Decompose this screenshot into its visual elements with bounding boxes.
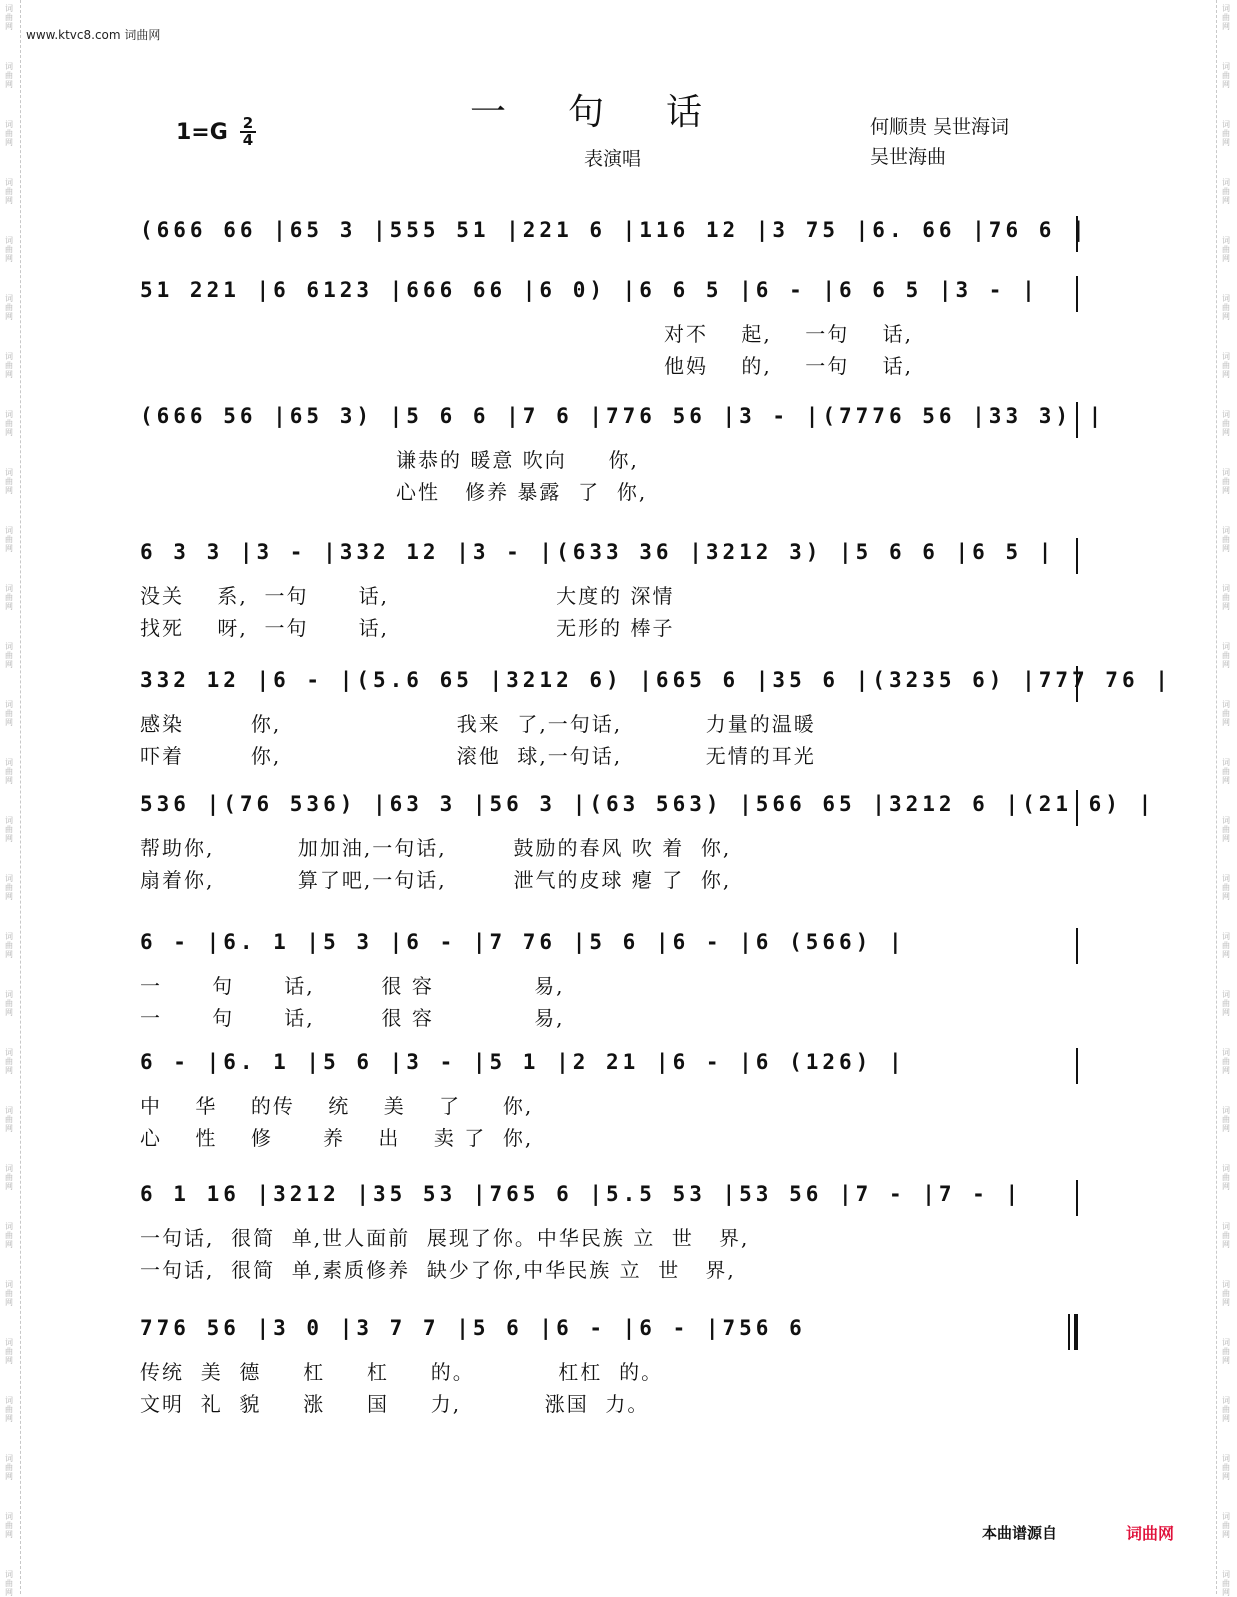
side-watermark: 词 曲 网: [5, 352, 13, 379]
lyric-line-2: 吓着 你, 滚他 球,一句话, 无情的耳光: [140, 744, 816, 768]
side-watermark: 词 曲 网: [5, 1570, 13, 1597]
key-signature: 1=G: [176, 120, 228, 145]
side-watermark: 词 曲 网: [1222, 1454, 1230, 1481]
side-watermark: 词 曲 网: [5, 468, 13, 495]
side-watermark: 词 曲 网: [1222, 468, 1230, 495]
side-watermark: 词 曲 网: [5, 294, 13, 321]
side-watermark: 词 曲 网: [5, 1048, 13, 1075]
lyric-line-2: 一 句 话, 很 容 易,: [140, 1006, 565, 1030]
side-watermark: 词 曲 网: [5, 874, 13, 901]
notation-line: 51 221 |6 6123 |666 66 |6 0) |6 6 5 |6 - |6 6 5 |3 - |: [140, 278, 1039, 302]
side-watermark: 词 曲 网: [5, 700, 13, 727]
side-watermark: 词 曲 网: [1222, 178, 1230, 205]
score-row: [140, 534, 1085, 574]
lyric-line-2: 扇着你, 算了吧,一句话, 泄气的皮球 瘪 了 你,: [140, 868, 732, 892]
time-signature: [240, 116, 256, 148]
notation-line: 6 3 3 |3 - |332 12 |3 - |(633 36 |3212 3) |5 6 6 |6 5 |: [140, 540, 1056, 564]
right-watermark-strip: [1216, 0, 1237, 1597]
score-row: [140, 924, 1085, 964]
lyric-line-1: 一 句 话, 很 容 易,: [140, 974, 565, 998]
row-end-barline: [1076, 666, 1078, 702]
side-watermark: 词 曲 网: [1222, 1338, 1230, 1365]
lyric-line-1: 对不 起, 一句 话,: [664, 322, 914, 346]
time-denominator: 4: [240, 131, 256, 148]
side-watermark: 词 曲 网: [5, 990, 13, 1017]
row-end-barline: [1076, 790, 1078, 826]
side-watermark: 词 曲 网: [1222, 874, 1230, 901]
row-end-barline: [1076, 1180, 1078, 1216]
side-watermark: 词 曲 网: [1222, 1396, 1230, 1423]
score-row: [140, 212, 1089, 252]
side-watermark: 词 曲 网: [5, 1512, 13, 1539]
side-watermark: 词 曲 网: [5, 178, 13, 205]
side-watermark: 词 曲 网: [5, 62, 13, 89]
side-watermark: 词 曲 网: [5, 236, 13, 263]
side-watermark: 词 曲 网: [5, 526, 13, 553]
row-end-barline: [1076, 538, 1078, 574]
row-end-barline: [1076, 928, 1078, 964]
side-watermark: 词 曲 网: [1222, 1222, 1230, 1249]
side-watermark: 词 曲 网: [5, 932, 13, 959]
side-watermark: 词 曲 网: [5, 1222, 13, 1249]
side-watermark: 词 曲 网: [1222, 526, 1230, 553]
side-watermark: 词 曲 网: [1222, 758, 1230, 785]
final-barline: [1068, 1314, 1078, 1350]
side-watermark: 词 曲 网: [1222, 990, 1230, 1017]
side-watermark: 词 曲 网: [5, 816, 13, 843]
score-row: [140, 398, 1106, 438]
side-watermark: 词 曲 网: [1222, 410, 1230, 437]
side-watermark: 词 曲 网: [1222, 352, 1230, 379]
side-watermark: 词 曲 网: [1222, 932, 1230, 959]
lyric-line-1: 帮助你, 加加油,一句话, 鼓励的春风 吹 着 你,: [140, 836, 732, 860]
left-watermark-strip: [0, 0, 21, 1597]
row-end-barline: [1076, 1048, 1078, 1084]
score-row: [140, 1176, 1085, 1216]
side-watermark: 词 曲 网: [5, 758, 13, 785]
notation-line: 6 1 16 |3212 |35 53 |765 6 |5.5 53 |53 56 |7 - |7 - |: [140, 1182, 1023, 1206]
side-watermark: 词 曲 网: [1222, 816, 1230, 843]
lyric-line-1: 没关 系, 一句 话, 大度的 深情: [140, 584, 675, 608]
time-numerator: 2: [242, 114, 254, 132]
notation-line: 776 56 |3 0 |3 7 7 |5 6 |6 - |6 - |756 6: [140, 1316, 806, 1340]
lyric-line-1: 一句话, 很简 单,世人面前 展现了你。中华民族 立 世 界,: [140, 1226, 750, 1250]
notation-line: 536 |(76 536) |63 3 |56 3 |(63 563) |566 65 |3212 6 |(21 6) |: [140, 792, 1156, 816]
side-watermark: 词 曲 网: [5, 1454, 13, 1481]
lyricist-credit: 何顺贵 吴世海词: [870, 116, 1010, 138]
side-watermark: 词 曲 网: [5, 1396, 13, 1423]
notation-line: (666 56 |65 3) |5 6 6 |7 6 |776 56 |3 - |(7776 56 |33 3) |: [140, 404, 1106, 428]
side-watermark: 词 曲 网: [5, 584, 13, 611]
score-row: [140, 1310, 1085, 1350]
lyric-line-2: 他妈 的, 一句 话,: [664, 354, 914, 378]
notation-line: 6 - |6. 1 |5 6 |3 - |5 1 |2 21 |6 - |6 (126) |: [140, 1050, 906, 1074]
side-watermark: 词 曲 网: [5, 4, 13, 31]
lyric-line-2: 找死 呀, 一句 话, 无形的 棒子: [140, 616, 675, 640]
side-watermark: 词 曲 网: [1222, 1048, 1230, 1075]
score-row: [140, 662, 1172, 702]
side-watermark: 词 曲 网: [1222, 1164, 1230, 1191]
notation-line: (666 66 |65 3 |555 51 |221 6 |116 12 |3 75 |6. 66 |76 6 |: [140, 218, 1089, 242]
notation-line: 332 12 |6 - |(5.6 65 |3212 6) |665 6 |35 6 |(3235 6) |777 76 |: [140, 668, 1172, 692]
side-watermark: 词 曲 网: [1222, 1280, 1230, 1307]
side-watermark: 词 曲 网: [5, 1338, 13, 1365]
side-watermark: 词 曲 网: [5, 1280, 13, 1307]
side-watermark: 词 曲 网: [1222, 1106, 1230, 1133]
composer-credit: 吴世海曲: [870, 146, 947, 168]
row-end-barline: [1076, 402, 1078, 438]
lyric-line-2: 文明 礼 貌 涨 国 力, 涨国 力。: [140, 1392, 650, 1416]
lyric-line-1: 感染 你, 我来 了,一句话, 力量的温暖: [140, 712, 816, 736]
side-watermark: 词 曲 网: [5, 642, 13, 669]
side-watermark: 词 曲 网: [5, 120, 13, 147]
lyric-line-2: 一句话, 很简 单,素质修养 缺少了你,中华民族 立 世 界,: [140, 1258, 736, 1282]
side-watermark: 词 曲 网: [1222, 294, 1230, 321]
side-watermark: 词 曲 网: [1222, 1512, 1230, 1539]
performance-style: 表演唱: [584, 148, 642, 170]
side-watermark: 词 曲 网: [5, 1106, 13, 1133]
side-watermark: 词 曲 网: [1222, 62, 1230, 89]
side-watermark: 词 曲 网: [5, 1164, 13, 1191]
footer-source-label: 本曲谱源自: [982, 1524, 1058, 1542]
score-row: [140, 272, 1085, 312]
side-watermark: 词 曲 网: [5, 410, 13, 437]
side-watermark: 词 曲 网: [1222, 1570, 1230, 1597]
notation-line: 6 - |6. 1 |5 3 |6 - |7 76 |5 6 |6 - |6 (566) |: [140, 930, 906, 954]
side-watermark: 词 曲 网: [1222, 584, 1230, 611]
lyric-line-2: 心性 修养 暴露 了 你,: [396, 480, 648, 504]
side-watermark: 词 曲 网: [1222, 236, 1230, 263]
footer-site-logo: 词曲网: [1126, 1524, 1175, 1543]
song-title: 一句话: [470, 92, 765, 133]
score-row: [140, 786, 1156, 826]
lyric-line-1: 中 华 的传 统 美 了 你,: [140, 1094, 534, 1118]
source-url: www.ktvc8.com 词曲网: [26, 28, 161, 42]
lyric-line-1: 谦恭的 暖意 吹向 你,: [396, 448, 639, 472]
row-end-barline: [1076, 216, 1078, 252]
lyric-line-2: 心 性 修 养 出 卖 了 你,: [140, 1126, 534, 1150]
side-watermark: 词 曲 网: [1222, 700, 1230, 727]
side-watermark: 词 曲 网: [1222, 4, 1230, 31]
side-watermark: 词 曲 网: [1222, 642, 1230, 669]
lyric-line-1: 传统 美 德 杠 杠 的。 杠杠 的。: [140, 1360, 664, 1384]
score-row: [140, 1044, 1085, 1084]
side-watermark: 词 曲 网: [1222, 120, 1230, 147]
row-end-barline: [1076, 276, 1078, 312]
